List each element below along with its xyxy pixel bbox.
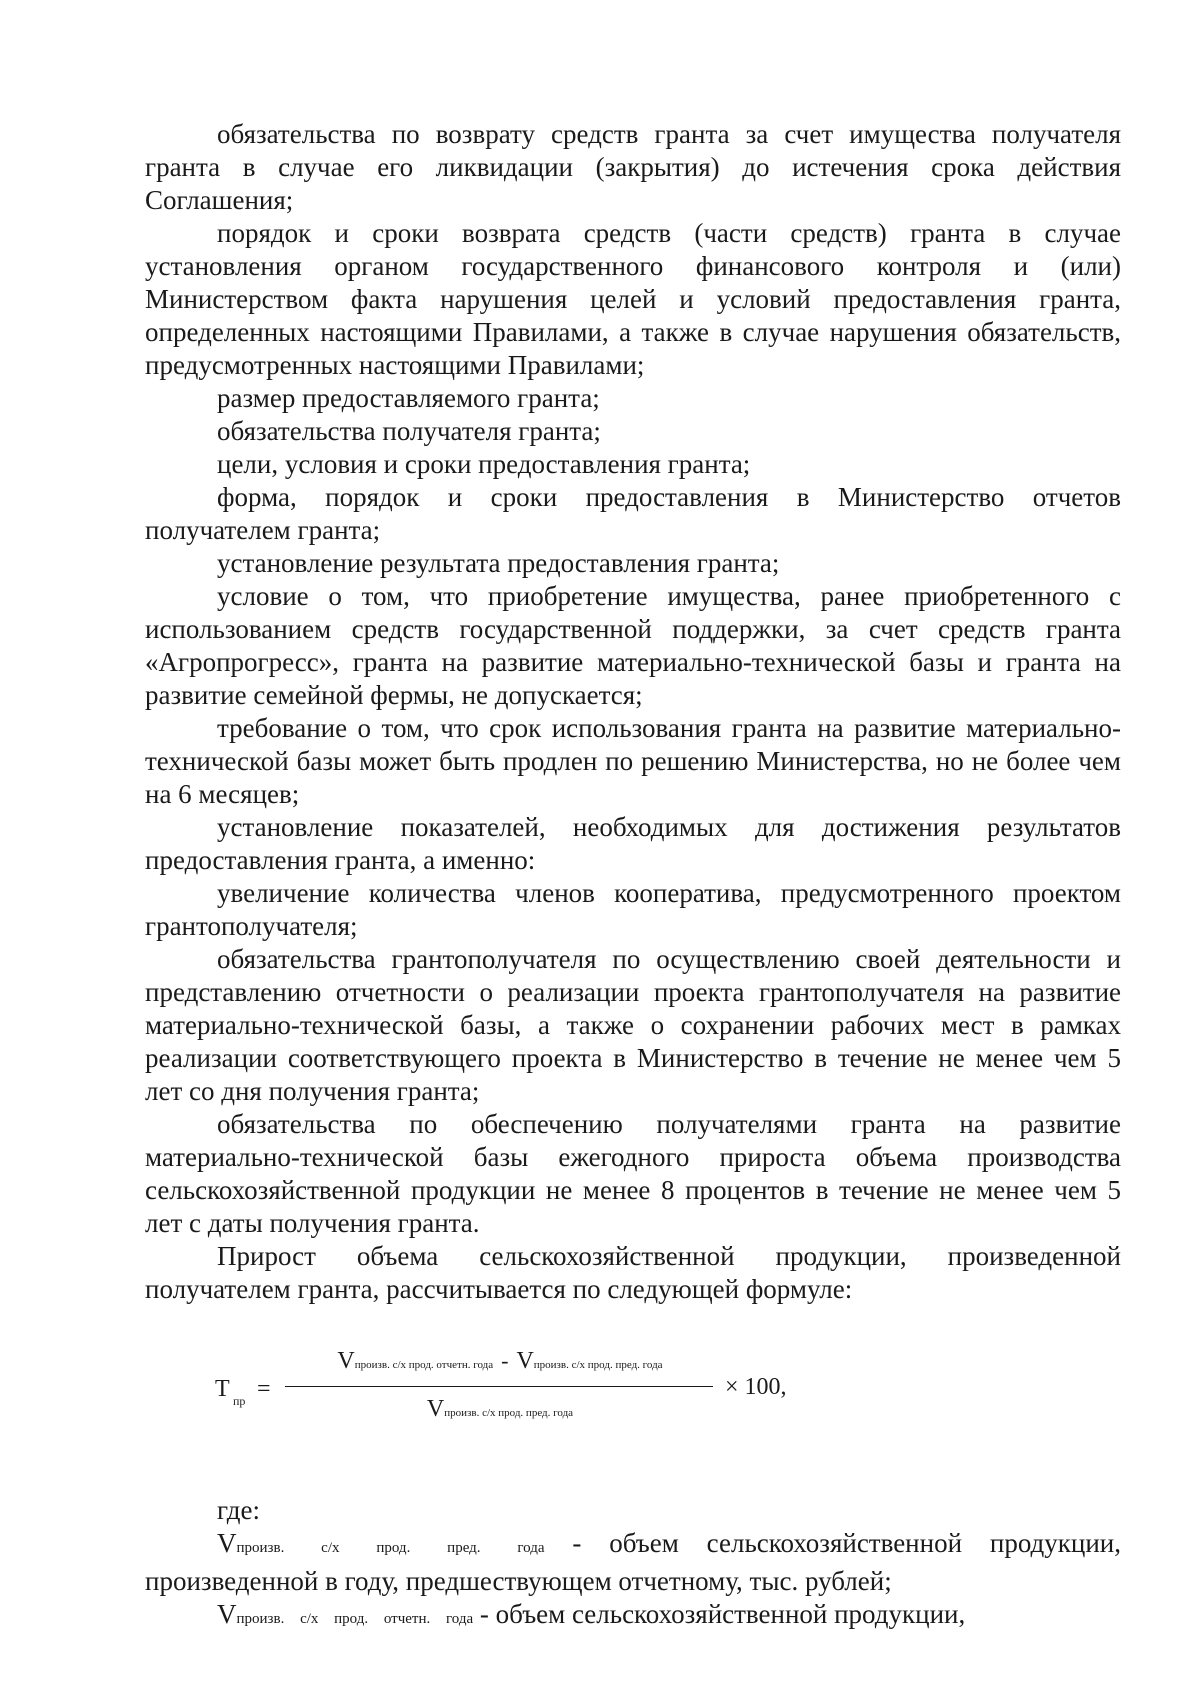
definition-symbol: V: [217, 1528, 237, 1558]
formula-lhs-subscript: пр: [233, 1394, 246, 1408]
paragraph: обязательства получателя гранта;: [217, 416, 601, 446]
paragraph: форма, порядок и сроки предоставления в Министерство отчетов получателем гранта;: [145, 482, 1121, 545]
definition-symbol-subscript: произв. с/х прод. пред. года: [236, 1540, 545, 1556]
definition-item: [145, 1598, 1121, 1636]
numerator-a-symbol: V: [337, 1348, 355, 1374]
denominator-symbol: V: [426, 1396, 445, 1422]
formula-trailing-comma: ,: [780, 1374, 787, 1400]
paragraph: требование о том, что срок использования гранта на развитие материально-технической базы может быть продлен по решению Министерства, но не более чем на 6 месяцев;: [145, 713, 1121, 809]
paragraph: обязательства по возврату средств гранта за счет имущества получателя гранта в случае его ликвидации (закрытия) до истечения срока действия Соглашения;: [145, 119, 1121, 215]
multiplier-text: × 100: [725, 1374, 781, 1400]
formula-denominator: [285, 1396, 715, 1423]
formula-lhs-symbol: T: [215, 1376, 230, 1402]
formula-equals-sign: =: [257, 1376, 271, 1402]
paragraph: условие о том, что приобретение имущества, ранее приобретенного с использованием средств государственной поддержки, за счет средств гранта «Агропрогресс», гранта на развитие материально-технической базы и гранта на развитие семейной фермы, не допускается;: [145, 581, 1121, 710]
definition-item: [145, 1527, 1121, 1598]
growth-formula: [145, 1330, 1121, 1448]
paragraph: обязательства по обеспечению получателями гранта на развитие материально-технической базы ежегодного прироста объема производства сельскохозяйственной продукции не менее 8 процентов в течение не менее чем 5 лет с даты получения гранта.: [145, 1109, 1121, 1238]
denominator-subscript: произв. с/х прод. пред. года: [444, 1407, 574, 1419]
paragraph: установление результата предоставления гранта;: [217, 548, 780, 578]
paragraph: цели, условия и сроки предоставления гранта;: [217, 449, 751, 479]
numerator-minus-sign: -: [501, 1348, 509, 1373]
paragraph: обязательства грантополучателя по осуществлению своей деятельности и представлению отчетности о реализации проекта грантополучателя на развитие материально-технической базы, а также о сохранении рабочих мест в рамках реализации соответствующего проекта в Министерство в течение не менее чем 5 лет со дня получения гранта;: [145, 944, 1121, 1106]
paragraph: порядок и сроки возврата средств (части средств) гранта в случае установления органом государственного финансового контроля и (или) Министерством факта нарушения целей и условий предоставления гранта, определенных настоящими Правилами, а также в случае нарушения обязательств, предусмотренных настоящими Правилами;: [145, 218, 1121, 380]
formula-numerator: [285, 1348, 715, 1375]
definition-text: - объем сельскохозяйственной продукции, произведенной в году, предшествующем отчетному, тыс. рублей;: [145, 1528, 1121, 1596]
fraction-bar: [285, 1386, 713, 1387]
numerator-a-subscript: произв. с/х прод. отчетн. года: [354, 1359, 494, 1371]
definition-symbol-subscript: произв. с/х прод. отчетн. года: [236, 1611, 474, 1627]
paragraph: размер предоставляемого гранта;: [217, 383, 600, 413]
numerator-b-subscript: произв. с/х прод. пред. года: [533, 1359, 663, 1371]
formula-multiplier: [725, 1374, 787, 1401]
definition-symbol: V: [217, 1599, 237, 1629]
numerator-b-symbol: V: [516, 1348, 534, 1374]
definition-text: - объем сельскохозяйственной продукции,: [473, 1599, 966, 1629]
paragraph: Прирост объема сельскохозяйственной продукции, произведенной получателем гранта, рассчитывается по следующей формуле:: [145, 1241, 1121, 1304]
where-label: где:: [217, 1495, 260, 1525]
paragraph: увеличение количества членов кооператива, предусмотренного проектом грантополучателя;: [145, 878, 1121, 941]
paragraph: установление показателей, необходимых для достижения результатов предоставления гранта, а именно:: [145, 812, 1121, 875]
document-page: [145, 118, 1121, 1636]
